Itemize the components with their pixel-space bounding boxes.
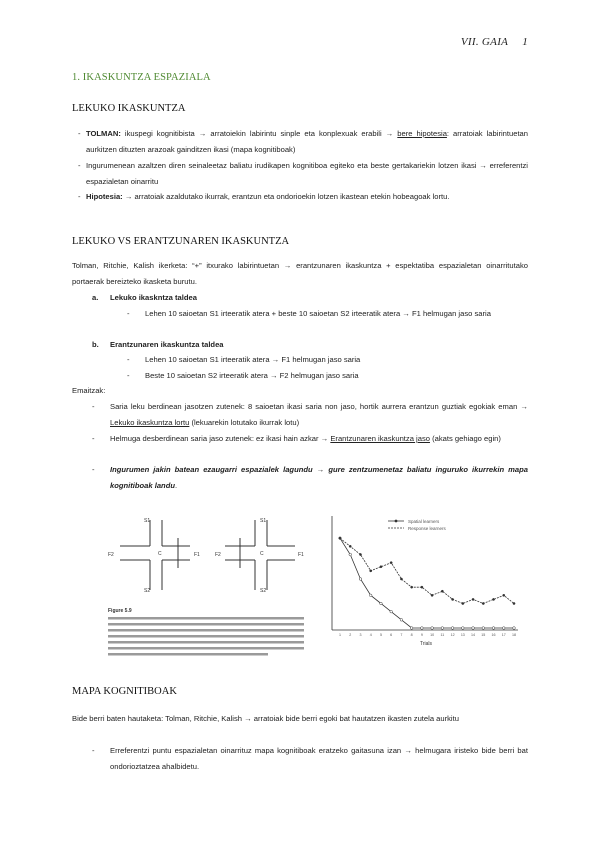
legend-response: Response learners — [408, 526, 446, 531]
data-point — [369, 594, 372, 597]
x-tick-label: 3 — [359, 633, 362, 637]
x-tick-label: 12 — [450, 633, 455, 637]
x-tick-label: 7 — [400, 633, 403, 637]
result-1-tail: (lekuarekin lotutako ikurrak lotu) — [189, 418, 300, 427]
maze-left — [120, 520, 190, 590]
data-point — [513, 627, 516, 630]
maze-right-label-f1: F1 — [298, 552, 304, 558]
data-point — [462, 602, 464, 604]
x-tick-label: 11 — [440, 633, 445, 637]
data-point — [410, 627, 413, 630]
data-point — [502, 627, 505, 630]
data-point — [359, 578, 362, 581]
series-line-response — [340, 538, 514, 603]
data-point — [462, 627, 465, 630]
bullet-dash: - — [92, 465, 95, 474]
bullet-dash: - — [78, 192, 81, 201]
data-point — [421, 586, 423, 588]
lekuko-item-ingurumena: Ingurumenean azaltzen diren seinaleetaz baliatu irudikapen kognitiboa egiteko eta beste gertakariekin lotzen ikasi → erreferentzi espazialetan oinarritu — [86, 161, 528, 186]
tolman-hipotesia-link: bere hipotesia — [397, 129, 447, 138]
maze-right-label-c: C — [260, 551, 264, 557]
data-point — [451, 598, 453, 600]
group-b-sub2: Beste 10 saioetan S2 irteeratik atera → F2 helmugan jaso saria — [145, 371, 359, 380]
header-unit: VII. GAIA — [460, 36, 509, 48]
maze-right-label-s1: S1 — [260, 518, 267, 524]
x-tick-label: 10 — [430, 633, 435, 637]
section-title: 1. IKASKUNTZA ESPAZIALA — [72, 72, 211, 83]
x-tick-label: 13 — [460, 633, 465, 637]
mapa-intro: Bide berri baten hautaketa: Tolman, Ritchie, Kalish → arratoiak bide berri egoki bat hautatzen ikasten zutela aurkitu — [72, 714, 459, 723]
tolman-text: ikuspegi kognitibista → arratoiekin labirintu sinple eta konplexuak erabili → — [120, 129, 398, 138]
bullet-dash: - — [92, 746, 95, 755]
chart-xlabel: Trials — [419, 641, 433, 647]
data-point — [349, 545, 351, 547]
data-point — [441, 627, 444, 630]
data-point — [441, 590, 443, 592]
x-tick-label: 16 — [491, 633, 496, 637]
data-point — [482, 627, 485, 630]
tolman-tail: : arratoiak labirintuetan aurkitzen dituzten arazoak gainditzen ikasi (mapa kognitiboak) — [86, 129, 528, 154]
chart-legend — [388, 519, 447, 531]
data-point — [503, 594, 505, 596]
data-point — [431, 627, 434, 630]
results-label: Emaitzak: — [72, 386, 106, 395]
result-3-text: Ingurumen jakin batean ezaugarri espazialek lagundu → gure zentzumenetaz baliatu inguruko ikurrekin mapa kognitiboak landu — [110, 465, 528, 490]
vs-intro: Tolman, Ritchie, Kalish ikerketa: “+” itxurako labirintuetan → erantzunaren ikaskuntza + espektatiba espazialetan oinarritutako portaerak bereizteko ikasketa burutu. — [72, 261, 528, 286]
result-2-link: Erantzunaren ikaskuntza jaso — [330, 434, 430, 443]
data-point — [380, 566, 382, 568]
x-tick-label: 8 — [410, 633, 413, 637]
data-point — [513, 602, 515, 604]
maze-label-s1: S1 — [144, 518, 151, 524]
group-b-title: Erantzunaren ikaskuntza taldea — [110, 340, 224, 349]
figure-caption: Figure 5.9 — [108, 608, 132, 614]
data-point — [349, 553, 352, 556]
x-tick-label: 4 — [369, 633, 372, 637]
data-point — [400, 619, 403, 622]
data-point — [359, 553, 361, 555]
data-point — [492, 598, 494, 600]
group-a-sub1: Lehen 10 saioetan S1 irteeratik atera + beste 10 saioetan S2 irteeratik atera → F1 helmugan jaso saria — [145, 309, 491, 318]
hipotesia-text: → arratoiak azaldutako ikurrak, erantzun eta ondorioekin lotzen ikastean etekin hobeagoak lortu. — [122, 192, 450, 201]
header-page-number: 1 — [522, 36, 528, 48]
result-2-text: Helmuga desberdinean saria jaso zutenek: ez ikasi hain azkar → — [110, 434, 331, 443]
data-point — [411, 586, 413, 588]
bullet-dash: - — [127, 355, 130, 364]
heading-lekuko-ikaskuntza: LEKUKO IKASKUNTZA — [72, 103, 186, 114]
maze-right-label-s2: S2 — [260, 588, 267, 594]
data-point — [390, 562, 392, 564]
caption-blur-lines — [108, 617, 304, 656]
result-2-tail: (akats gehiago egin) — [429, 434, 501, 443]
maze-label-f2: F2 — [108, 552, 114, 558]
mapa-item-1: Erreferentzi puntu espazialetan oinarrituz mapa kognitiboak eratzeko gaitasuna izan → helmugara iristeko bide berri bat ondorioztatzea ahalbidetu. — [110, 746, 528, 771]
group-b-sub1: Lehen 10 saioetan S1 irteeratik atera → F1 helmugan jaso saria — [145, 355, 361, 364]
result-2 — [110, 431, 528, 447]
data-point — [482, 602, 484, 604]
x-tick-label: 5 — [379, 633, 382, 637]
data-point — [339, 537, 341, 539]
x-tick-label: 18 — [512, 633, 516, 637]
page-header — [461, 36, 528, 48]
legend-spatial: Spatial learners — [408, 519, 440, 524]
tolman-label: TOLMAN: — [86, 129, 121, 138]
data-point — [472, 598, 474, 600]
group-a-marker: a. — [92, 293, 99, 302]
x-tick-label: 14 — [471, 633, 476, 637]
data-point — [380, 602, 383, 605]
maze-label-f1: F1 — [194, 552, 200, 558]
x-tick-label: 17 — [501, 633, 506, 637]
bullet-dash: - — [78, 129, 81, 138]
result-3-tail: . — [174, 481, 178, 490]
data-point — [400, 578, 402, 580]
x-tick-label: 6 — [390, 633, 393, 637]
series-line-spatial — [340, 538, 514, 628]
hipotesia-label: Hipotesia: — [86, 192, 123, 201]
maze-label-s2: S2 — [144, 588, 151, 594]
x-tick-label: 1 — [339, 633, 341, 637]
maze-figure — [100, 508, 310, 668]
x-tick-label: 15 — [481, 633, 486, 637]
result-1-link: Lekuko ikaskuntza lortu — [110, 418, 190, 427]
bullet-dash: - — [127, 309, 130, 318]
data-point — [472, 627, 475, 630]
data-point — [421, 627, 424, 630]
heading-lekuko-vs-erantzuna: LEKUKO VS ERANTZUNAREN IKASKUNTZA — [72, 236, 290, 247]
heading-mapa-kognitiboak: MAPA KOGNITIBOAK — [72, 686, 177, 697]
bullet-dash: - — [92, 434, 95, 443]
bullet-dash: - — [92, 402, 95, 411]
lekuko-item-hipotesia — [86, 189, 528, 205]
x-tick-label: 9 — [420, 633, 423, 637]
x-tick-label: 2 — [349, 633, 352, 637]
result-3 — [110, 462, 528, 494]
group-a-title: Lekuko ikaskntza taldea — [110, 293, 197, 302]
learning-chart — [318, 508, 528, 668]
lekuko-item-tolman — [86, 126, 528, 158]
result-1-text: Saria leku berdinean jasotzen zutenek: 8 saioetan ikasi saria non jaso, hortik aurrera erantzun guztiak egokiak eman → — [110, 402, 528, 411]
data-point — [451, 627, 454, 630]
data-point — [431, 594, 433, 596]
maze-right-label-f2: F2 — [215, 552, 221, 558]
bullet-dash: - — [78, 161, 81, 170]
maze-label-c: C — [158, 551, 162, 557]
bullet-dash: - — [127, 371, 130, 380]
data-point — [492, 627, 495, 630]
data-point — [370, 570, 372, 572]
result-1 — [110, 399, 528, 431]
group-b-marker: b. — [92, 340, 99, 349]
data-point — [390, 610, 393, 613]
